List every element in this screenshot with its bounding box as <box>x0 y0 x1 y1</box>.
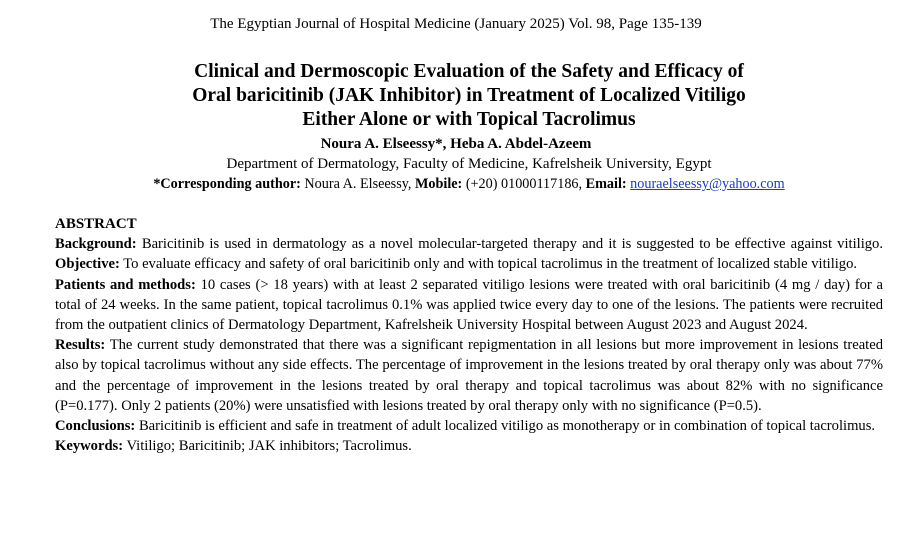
methods-paragraph <box>55 275 883 336</box>
title-line-1: Clinical and Dermoscopic Evaluation of the Safety and Efficacy of <box>194 61 744 82</box>
journal-header: The Egyptian Journal of Hospital Medicine (January 2025) Vol. 98, Page 135-139 <box>210 16 702 32</box>
affiliation: Department of Dermatology, Faculty of Medicine, Kafrelsheik University, Egypt <box>226 156 712 172</box>
conclusions-paragraph <box>55 416 883 436</box>
mobile-number: (+20) 01000117186, <box>462 176 586 192</box>
email-label: Email: <box>585 176 627 192</box>
abstract-section <box>55 214 883 456</box>
mobile-label: Mobile: <box>415 176 463 192</box>
methods-text: 10 cases (> 18 years) with at least 2 separated vitiligo lesions were treated with oral baricitinib (4 mg / day) for a total of 24 weeks. In the same patient, topical tacrolimus 0.1% was applied twice every day to one of the lesions. The patients were recruited from the outpatient clinics of Dermatology Department, Kafrelsheik University Hospital between August 2023 and August 2024. <box>55 276 883 334</box>
title-line-2: Oral baricitinib (JAK Inhibitor) in Treatment of Localized Vitiligo <box>192 85 746 106</box>
conclusions-text: Baricitinib is efficient and safe in treatment of adult localized vitiligo as monotherapy or in combination of topical tacrolimus. <box>135 418 876 435</box>
background-text: Baricitinib is used in dermatology as a novel molecular-targeted therapy and it is suggested to be effective against vitiligo. <box>136 236 883 253</box>
keywords-label: Keywords: <box>55 438 124 455</box>
background-paragraph <box>55 234 883 274</box>
email-link[interactable]: nouraelseessy@yahoo.com <box>630 176 785 192</box>
abstract-heading: ABSTRACT <box>55 216 137 232</box>
keywords-text: Vitiligo; Baricitinib; JAK inhibitors; Tacrolimus. <box>123 438 412 455</box>
objective-label: Objective: <box>55 256 120 273</box>
paper-title <box>0 60 912 132</box>
objective-text: To evaluate efficacy and safety of oral baricitinib only and with topical tacrolimus in the treatment of localized stable vitiligo. <box>119 256 858 273</box>
corresponding-name: Noura A. Elseessy, <box>300 176 415 192</box>
methods-label: Patients and methods: <box>55 276 196 293</box>
conclusions-label: Conclusions: <box>55 418 136 435</box>
title-line-3: Either Alone or with Topical Tacrolimus <box>302 109 636 130</box>
author-list: Noura A. Elseessy*, Heba A. Abdel-Azeem <box>320 136 592 152</box>
corresponding-author <box>0 176 912 193</box>
results-text: The current study demonstrated that there was a significant repigmentation in all lesions but more improvement in lesions treated also by topical tacrolimus without any side effects. The percentage of improvement in the lesions treated by oral therapy only was about 77% and the percentage of improvement in the lesions treated by oral therapy and topical tacrolimus was about 82% with no significance (P=0.177). Only 2 patients (20%) were unsatisfied with lesions treated by oral therapy only with no significance (P=0.5). <box>55 337 883 414</box>
results-label: Results: <box>55 337 106 354</box>
corresponding-label: *Corresponding author: <box>153 176 301 192</box>
keywords-paragraph <box>55 436 883 456</box>
background-label: Background: <box>55 236 137 253</box>
results-paragraph <box>55 335 883 416</box>
